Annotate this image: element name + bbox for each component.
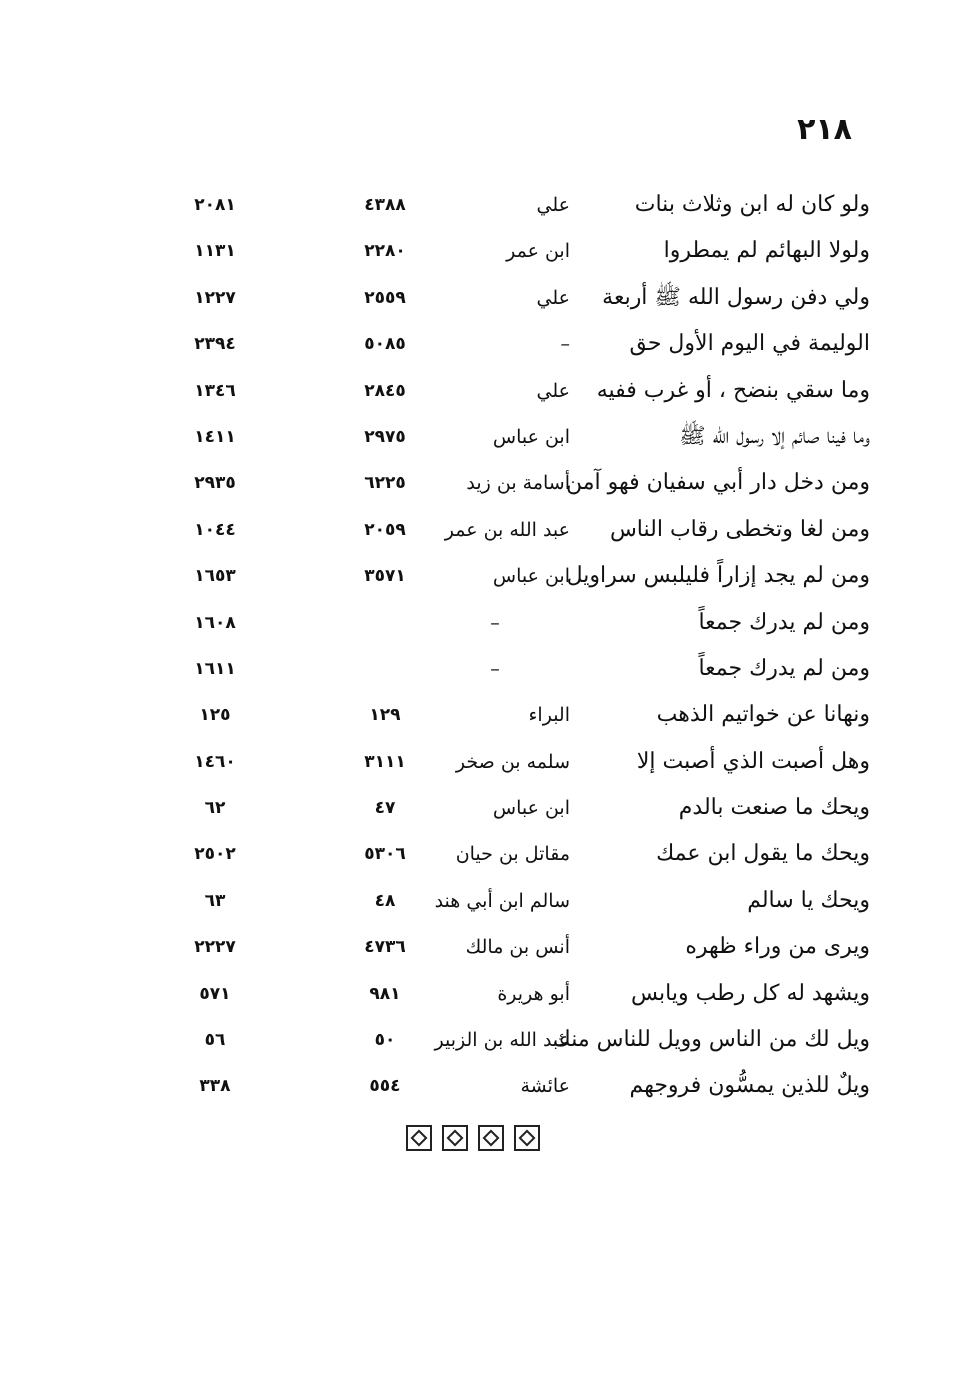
page-ref: ١٠٤٤	[194, 519, 236, 540]
page-ref: ١١٣١	[194, 241, 236, 262]
page-ref: ١٢٥	[199, 705, 231, 726]
page-ref: ١٦١١	[194, 658, 236, 679]
hadith-number: ٥٠٨٥	[364, 334, 406, 355]
narrator: عبد الله بن الزبير	[434, 1029, 570, 1052]
narrator: ابن عباس	[492, 565, 570, 588]
index-row	[170, 368, 870, 414]
page-ref: ٦٢	[204, 798, 226, 819]
index-row	[170, 275, 870, 321]
hadith-number: ٣١١١	[364, 751, 406, 772]
hadith-text: ويل لك من الناس وويل للناس منك	[552, 1027, 870, 1053]
index-row	[170, 646, 870, 692]
page-ref: ١٦٥٣	[194, 566, 236, 587]
hadith-text: ومن لم يجد إزاراً فليلبس سراويل	[566, 563, 870, 589]
hadith-index-table	[170, 182, 870, 1110]
hadith-text: ويحك ما صنعت بالدم	[678, 795, 870, 821]
hadith-number: ٤٣٨٨	[364, 195, 406, 215]
hadith-text: ويلٌ للذين يمسُّون فروجهم	[629, 1073, 870, 1099]
narrator: عائشة	[520, 1075, 570, 1098]
narrator: –	[490, 657, 500, 680]
hadith-number: ٤٧	[374, 798, 396, 819]
page-ref: ٢٢٢٧	[194, 937, 236, 958]
hadith-number: ٦٢٢٥	[364, 473, 406, 494]
narrator: أسامة بن زيد	[466, 472, 570, 495]
hadith-number: ٥٣٠٦	[364, 844, 406, 865]
page-ref: ١٢٢٧	[194, 287, 236, 308]
index-row	[170, 182, 870, 228]
page-ref: ٢٥٠٢	[194, 844, 236, 865]
hadith-text: وهل أصبت الذي أصبت إلا	[636, 748, 870, 774]
narrator: –	[490, 611, 500, 634]
narrator: علي	[536, 194, 570, 216]
hadith-number: ٣٥٧١	[364, 566, 406, 587]
hadith-text: الوليمة في اليوم الأول حق	[629, 331, 870, 357]
ornament-icon	[478, 1125, 504, 1151]
index-row	[170, 460, 870, 506]
page-ref: ١٦٠٨	[194, 612, 236, 633]
hadith-number: ٥٥٤	[369, 1076, 401, 1097]
index-row	[170, 553, 870, 599]
hadith-text: وما فينا صائم إلا رسول الله ﷺ	[679, 423, 870, 449]
narrator: سلمه بن صخر	[455, 750, 570, 773]
narrator: سالم ابن أبي هند	[434, 889, 570, 912]
page-ref: ٦٣	[204, 890, 226, 911]
ornament-divider	[398, 1125, 548, 1155]
narrator: عبد الله بن عمر	[444, 518, 570, 541]
index-row	[170, 507, 870, 553]
index-row	[170, 600, 870, 646]
page-ref: ٣٣٨	[199, 1076, 231, 1097]
hadith-text: ومن دخل دار أبي سفيان فهو آمن	[565, 470, 870, 496]
hadith-number: ١٢٩	[369, 705, 401, 726]
index-row	[170, 924, 870, 970]
page-ref: ٢٠٨١	[194, 195, 236, 215]
hadith-text: ولو كان له ابن وثلاث بنات	[634, 192, 870, 217]
narrator: علي	[536, 379, 570, 402]
hadith-number: ٩٨١	[369, 983, 401, 1004]
page-ref: ٥٧١	[199, 983, 231, 1004]
ornament-icon	[514, 1125, 540, 1151]
narrator: مقاتل بن حيان	[455, 843, 570, 866]
index-row	[170, 1063, 870, 1109]
index-row	[170, 785, 870, 831]
page-ref: ٥٦	[204, 1030, 226, 1051]
hadith-number: ٢٥٥٩	[364, 287, 406, 308]
hadith-number: ٢٢٨٠	[364, 241, 406, 262]
hadith-number: ٤٧٣٦	[364, 937, 406, 958]
hadith-number: ٥٠	[374, 1030, 396, 1051]
index-row	[170, 831, 870, 877]
index-row	[170, 1017, 870, 1063]
index-row	[170, 414, 870, 460]
page-number: ٢١٨	[797, 112, 852, 147]
hadith-number: ٢٨٤٥	[364, 380, 406, 401]
hadith-text: ومن لم يدرك جمعاً	[698, 655, 870, 681]
index-row	[170, 739, 870, 785]
narrator: أبو هريرة	[497, 982, 570, 1005]
index-row	[170, 228, 870, 274]
narrator: ابن عباس	[492, 797, 570, 820]
hadith-number: ٤٨	[374, 890, 396, 911]
narrator: ابن عمر	[506, 240, 570, 263]
narrator: علي	[536, 286, 570, 309]
page-ref: ٢٩٣٥	[194, 473, 236, 494]
hadith-number: ٢٩٧٥	[364, 426, 406, 447]
hadith-text: ويشهد له كل رطب ويابس	[630, 980, 870, 1006]
hadith-text: ويحك يا سالم	[747, 887, 870, 913]
narrator: –	[560, 333, 570, 356]
hadith-text: ويرى من وراء ظهره	[685, 934, 870, 960]
hadith-text: ولولا البهائم لم يمطروا	[663, 238, 870, 264]
hadith-text: ولي دفن رسول الله ﷺ أربعة	[602, 284, 870, 310]
hadith-text: وما سقي بنضح ، أو غرب ففيه	[596, 377, 870, 403]
ornament-icon	[442, 1125, 468, 1151]
narrator: البراء	[528, 704, 570, 727]
hadith-text: ويحك ما يقول ابن عمك	[656, 841, 870, 867]
ornament-icon	[406, 1125, 432, 1151]
page-ref: ١٣٤٦	[194, 380, 236, 401]
narrator: ابن عباس	[492, 425, 570, 448]
page-ref: ١٤١١	[194, 426, 236, 447]
narrator: أنس بن مالك	[465, 936, 570, 959]
hadith-text: ومن لم يدرك جمعاً	[698, 609, 870, 635]
hadith-text: ومن لغا وتخطى رقاب الناس	[609, 516, 870, 542]
hadith-number: ٢٠٥٩	[364, 519, 406, 540]
hadith-text: ونهانا عن خواتيم الذهب	[656, 702, 870, 728]
index-row	[170, 692, 870, 738]
page-ref: ١٤٦٠	[194, 751, 236, 772]
index-row	[170, 878, 870, 924]
page-ref: ٢٣٩٤	[194, 334, 236, 355]
index-row	[170, 321, 870, 367]
index-row	[170, 971, 870, 1017]
